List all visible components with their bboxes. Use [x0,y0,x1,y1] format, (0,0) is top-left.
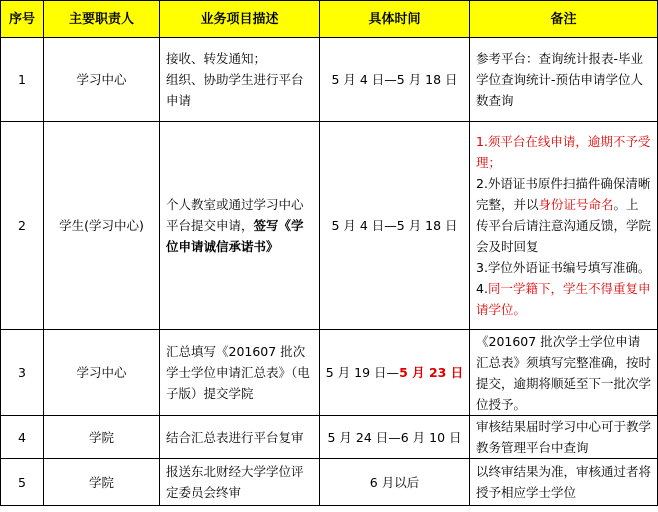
table-row [1,122,658,330]
row-owner: 学院 [44,416,160,459]
row-time: 5 月 4 日—5 月 18 日 [320,38,470,122]
header-desc: 业务项目描述 [160,1,320,38]
note-item-4-num: 4. [476,281,488,296]
row-time-start: 5 月 19 日— [325,365,400,380]
row-desc-line: 组织、协助学生进行平台申请 [166,72,304,108]
table-row [1,38,658,122]
row-owner: 学习中心 [44,330,160,416]
header-note: 备注 [470,1,658,38]
row-desc: 结合汇总表进行平台复审 [160,416,320,459]
note-item-3: 3.学位外语证书编号填写准确。 [476,260,651,275]
row-note: 《201607 批次学士学位申请汇总表》须填写完整准确，按时提交，逾期将顺延至下一批次学位授予。 [470,330,658,416]
row-owner: 学生(学习中心) [44,122,160,330]
table-row [1,459,658,506]
note-item-2-rest: 。上传平台后请注意沟通反馈，学院会及时回复 [476,197,652,254]
row-note: 参考平台：查询统计报表-毕业学位查询统计-预估申请学位人数查询 [470,38,658,122]
row-desc-text: 个人教室或通过学习中心平台提交申请， [166,197,304,233]
header-no: 序号 [1,1,44,38]
row-time-deadline: 5 月 23 日 [399,365,464,380]
header-time: 具体时间 [320,1,470,38]
row-note: 审核结果届时学习中心可于教学教务管理平台中查询 [470,416,658,459]
row-no: 2 [1,122,44,330]
table-header-row [1,1,658,38]
row-note [470,122,658,330]
note-item-4 [476,278,651,320]
note-item-2-text: 2.外语证书原件扫描件确保清晰完整，并以 [476,176,651,212]
note-item-2-highlight: 身份证号命名 [538,197,614,212]
note-item-4-highlight: 同一学籍下，学生不得重复申请学位。 [476,281,651,317]
row-no: 5 [1,459,44,506]
row-time: 5 月 24 日—6 月 10 日 [320,416,470,459]
row-desc: 汇总填写《201607 批次学士学位申请汇总表》（电子版）提交学院 [160,330,320,416]
row-no: 4 [1,416,44,459]
table-row [1,416,658,459]
row-note: 以终审结果为准，审核通过者将授予相应学士学位 [470,459,658,506]
row-desc [160,122,320,330]
row-time: 6 月以后 [320,459,470,506]
note-item-1: 1.须平台在线申请，逾期不予受理； [476,134,651,170]
note-item-2 [476,173,651,257]
row-time: 5 月 4 日—5 月 18 日 [320,122,470,330]
row-no: 3 [1,330,44,416]
row-owner: 学院 [44,459,160,506]
row-owner: 学习中心 [44,38,160,122]
row-desc: 报送东北财经大学学位评定委员会终审 [160,459,320,506]
row-no: 1 [1,38,44,122]
header-owner: 主要职责人 [44,1,160,38]
table-row [1,330,658,416]
row-desc [160,38,320,122]
row-desc-emphasis: 签写《学位申请诚信承诺书》 [166,218,304,254]
row-desc-line: 接收、转发通知； [166,51,267,66]
row-time [320,330,470,416]
